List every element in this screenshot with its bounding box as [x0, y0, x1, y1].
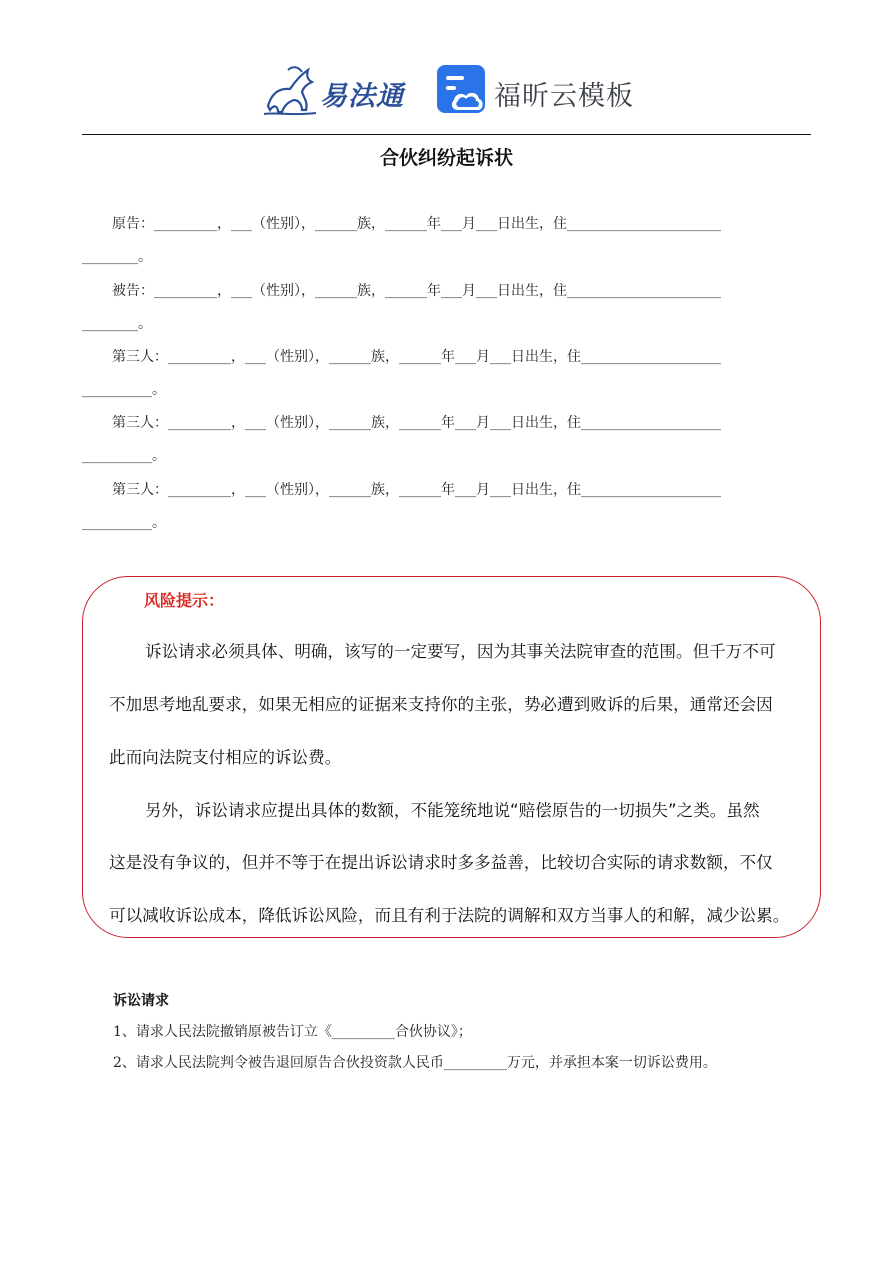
party-line: 第三人：_________，___（性别），______族，______年___月___日出生，住____________________	[112, 349, 721, 365]
party-line: 第三人：_________，___（性别），______族，______年___月___日出生，住____________________	[112, 415, 721, 431]
party-line: 第三人：_________，___（性别），______族，______年___月___日出生，住____________________	[112, 482, 721, 498]
foxit-template-logo-text: 福昕云模板	[494, 81, 634, 112]
request-item: 1、请求人民法院撤销原被告订立《_________合伙协议》；	[113, 1024, 472, 1040]
risk-notice-title: 风险提示：	[144, 591, 225, 610]
document-title: 合伙纠纷起诉状	[379, 147, 513, 169]
page-header	[0, 58, 893, 124]
party-line-continued: __________。	[82, 448, 166, 464]
requests-heading: 诉讼请求	[113, 993, 169, 1009]
risk-notice-line: 可以减收诉讼成本，降低诉讼风险，而且有利于法院的调解和双方当事人的和解，减少讼累。	[109, 906, 790, 925]
risk-notice-line: 这是没有争议的，但并不等于在提出诉讼请求时多多益善，比较切合实际的请求数额，不仅	[109, 853, 773, 872]
party-line: 原告：_________，___（性别），______族，______年___月___日出生，住______________________	[112, 216, 721, 232]
yifatong-logo-text: 易法通	[320, 81, 404, 112]
horse-icon	[262, 62, 320, 118]
party-line-continued: ________。	[82, 316, 152, 332]
party-line-continued: __________。	[82, 382, 166, 398]
request-item: 2、请求人民法院判令被告退回原告合伙投资款人民币_________万元，并承担本案一切诉讼费用。	[113, 1055, 717, 1071]
party-line-continued: ________。	[82, 249, 152, 265]
risk-notice-line: 不加思考地乱要求，如果无相应的证据来支持你的主张，势必遭到败诉的后果，通常还会因	[109, 695, 773, 714]
yifatong-logo	[262, 62, 412, 118]
risk-notice-line: 此而向法院支付相应的诉讼费。	[109, 748, 342, 767]
risk-notice-line: 诉讼请求必须具体、明确，该写的一定要写，因为其事关法院审查的范围。但千万不可	[145, 642, 776, 661]
cloud-doc-icon	[436, 64, 488, 116]
party-line-continued: __________。	[82, 515, 166, 531]
party-line: 被告：_________，___（性别），______族，______年___月___日出生，住______________________	[112, 283, 721, 299]
foxit-template-logo	[436, 64, 636, 118]
header-divider	[82, 134, 811, 135]
risk-notice-line: 另外，诉讼请求应提出具体的数额，不能笼统地说“赔偿原告的一切损失”之类。虽然	[145, 801, 760, 820]
